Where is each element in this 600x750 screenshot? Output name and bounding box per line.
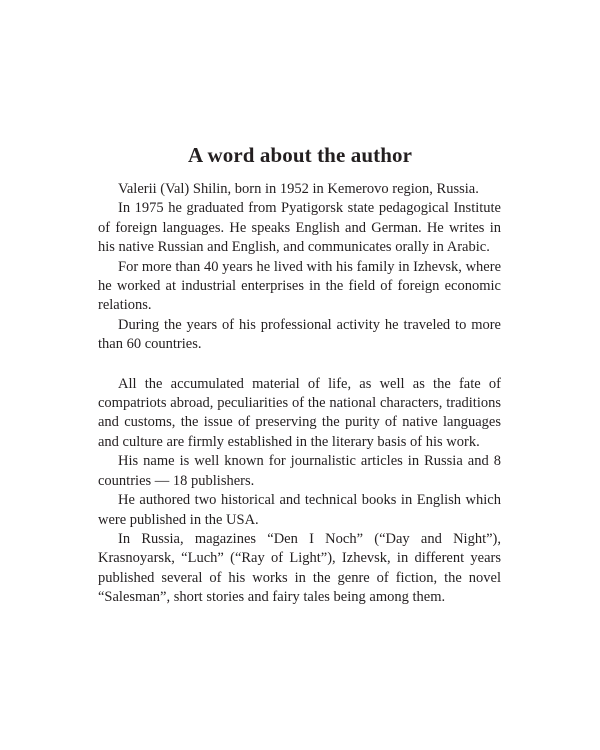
section-gap	[98, 355, 501, 375]
paragraph-journalism: His name is well known for journalistic articles in Russia and 8 countries — 18 publishers.	[98, 453, 501, 489]
paragraph-books-usa: He authored two historical and technical books in English which were published in the USA.	[98, 492, 501, 528]
paragraph-education: In 1975 he graduated from Pyatigorsk state pedagogical Institute of foreign languages. He speaks English and German. He writes in his native Russian and English, and communicates orally in Arabic.	[98, 200, 501, 256]
paragraph-fiction: In Russia, magazines “Den I Noch” (“Day and Night”), Krasnoyarsk, “Luch” (“Ray of Light”), Izhevsk, in different years published several of his works in the genre of fiction, the novel “Salesman”, short stories and fairy tales being among them.	[98, 530, 501, 606]
paragraph-literary-basis: All the accumulated material of life, as well as the fate of compatriots abroad, peculiarities of the national characters, traditions and customs, the issue of preserving the purity of native languages and culture are firmly established in the literary basis of his work.	[98, 375, 501, 450]
paragraph-career: For more than 40 years he lived with his family in Izhevsk, where he worked at industrial enterprises in the field of foreign economic relations.	[98, 258, 501, 314]
paragraph-birth: Valerii (Val) Shilin, born in 1952 in Kemerovo region, Russia.	[118, 181, 479, 197]
paragraph-travel: During the years of his professional activity he traveled to more than 60 countries.	[98, 316, 501, 353]
author-biography	[98, 180, 501, 608]
page-title: A word about the author	[188, 143, 412, 167]
